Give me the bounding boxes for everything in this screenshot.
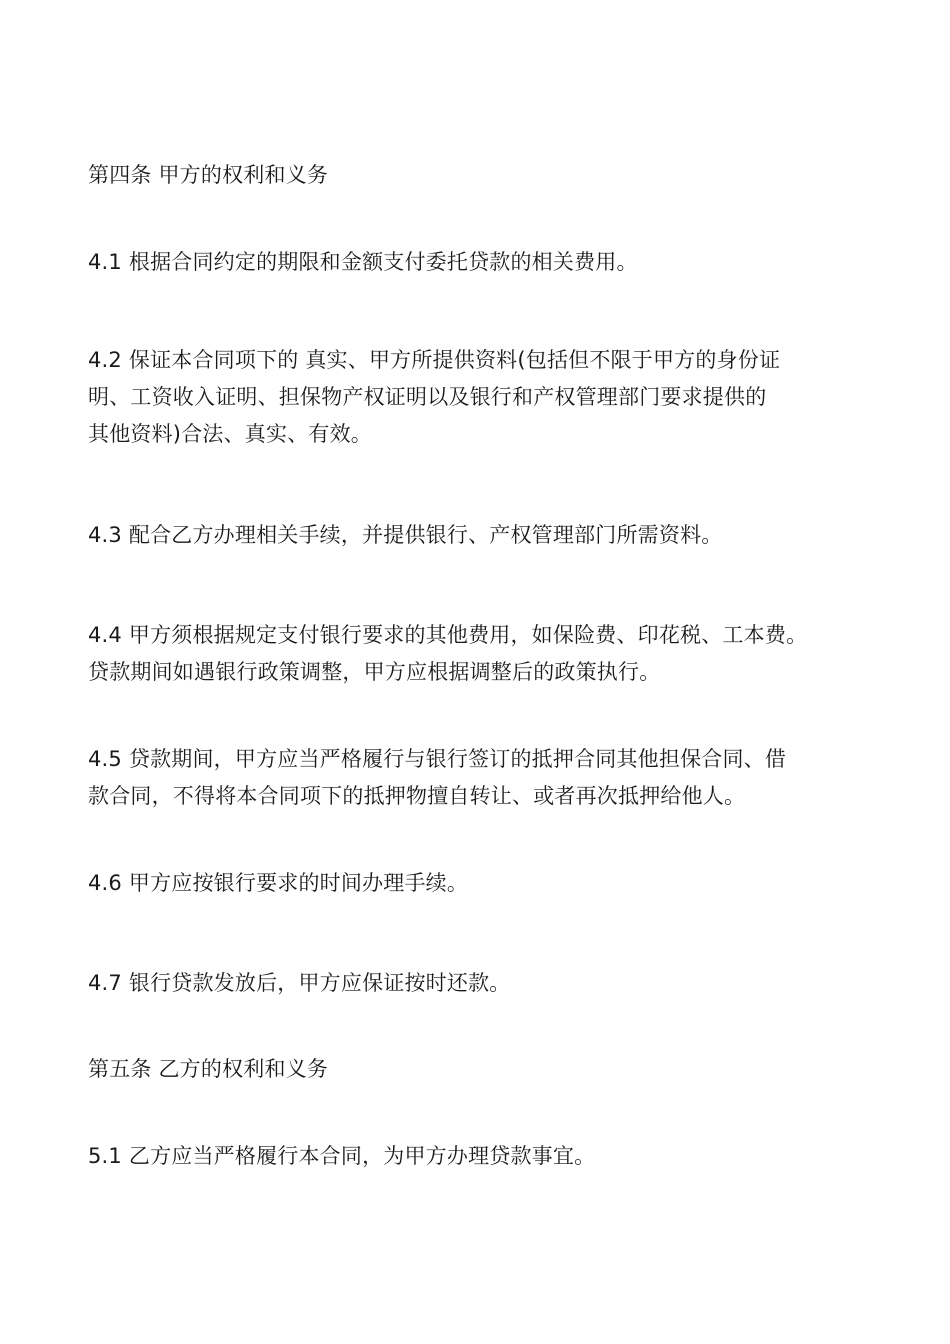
clause-4-7 <box>88 965 880 1002</box>
article-5-heading <box>88 1051 880 1088</box>
clause-4-6-text: 4.6 甲方应按银行要求的时间办理手续。 <box>88 871 469 895</box>
clause-4-4-line-2: 贷款期间如遇银行政策调整，甲方应根据调整后的政策执行。 <box>88 660 661 684</box>
article-4-heading-text: 第四条 甲方的权利和义务 <box>88 163 329 187</box>
clause-4-5-line-1: 4.5 贷款期间，甲方应当严格履行与银行签订的抵押合同其他担保合同、借 <box>88 747 787 771</box>
clause-4-1-text: 4.1 根据合同约定的期限和金额支付委托贷款的相关费用。 <box>88 250 638 274</box>
clause-4-2-line-3: 其他资料)合法、真实、有效。 <box>88 422 372 446</box>
clause-4-5-line-2: 款合同，不得将本合同项下的抵押物擅自转让、或者再次抵押给他人。 <box>88 784 746 808</box>
clause-4-2-line-2: 明、工资收入证明、担保物产权证明以及银行和产权管理部门要求提供的 <box>88 385 767 409</box>
clause-4-2-line-1: 4.2 保证本合同项下的 真实、甲方所提供资料(包括但不限于甲方的身份证 <box>88 348 781 372</box>
clause-4-7-text: 4.7 银行贷款发放后，甲方应保证按时还款。 <box>88 971 511 995</box>
article-4-heading <box>88 157 880 194</box>
article-5-heading-text: 第五条 乙方的权利和义务 <box>88 1057 329 1081</box>
clause-5-1-text: 5.1 乙方应当严格履行本合同，为甲方办理贷款事宜。 <box>88 1144 596 1168</box>
clause-4-3-text: 4.3 配合乙方办理相关手续，并提供银行、产权管理部门所需资料。 <box>88 523 723 547</box>
clause-4-1 <box>88 244 880 281</box>
clause-4-5 <box>88 741 880 815</box>
clause-4-4-line-1: 4.4 甲方须根据规定支付银行要求的其他费用，如保险费、印花税、工本费。 <box>88 623 808 647</box>
clause-4-4 <box>88 617 880 691</box>
clause-5-1 <box>88 1138 880 1175</box>
clause-4-2 <box>88 342 880 453</box>
clause-4-6 <box>88 865 880 902</box>
clause-4-3 <box>88 517 880 554</box>
